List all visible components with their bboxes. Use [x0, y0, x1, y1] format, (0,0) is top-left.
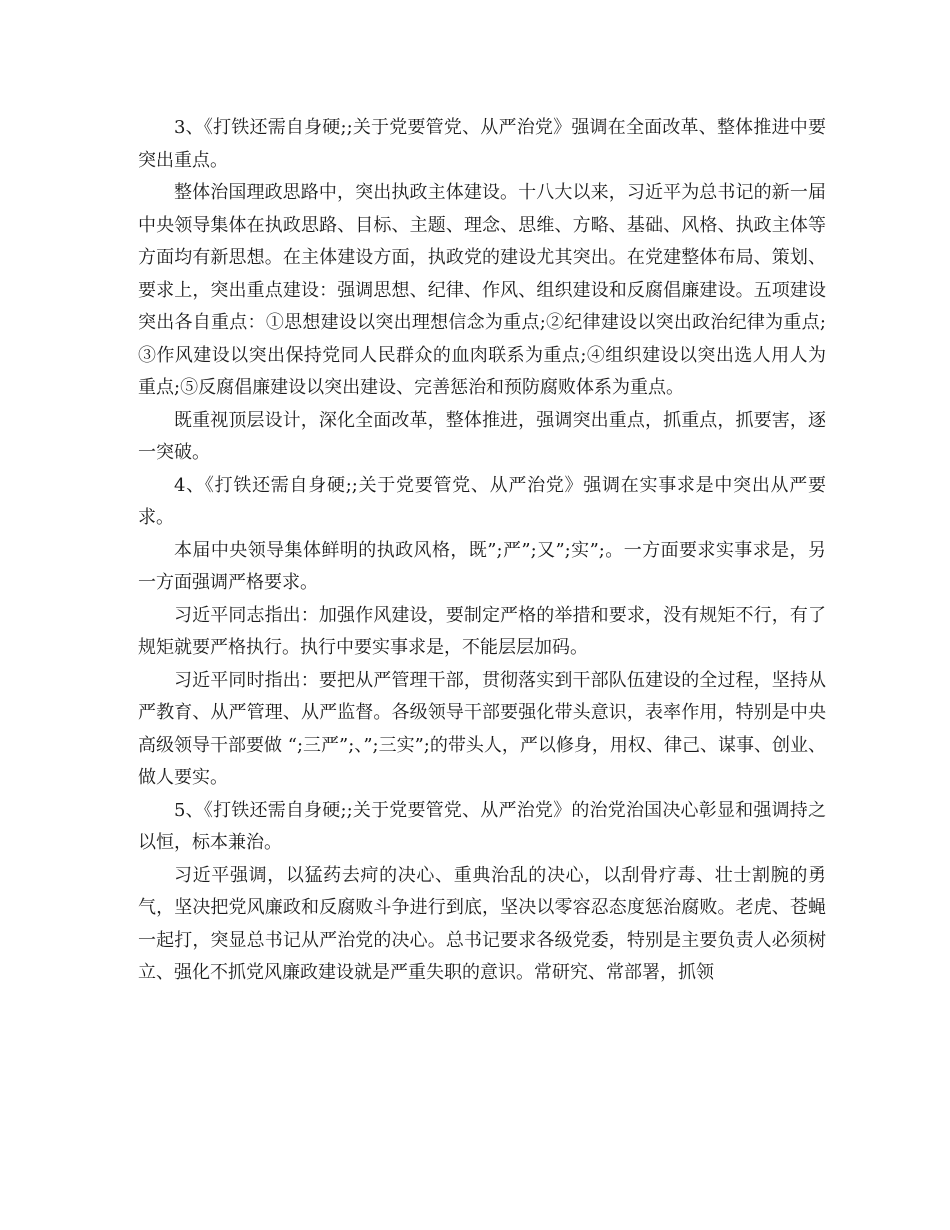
paragraph-top-level-design: 既重视顶层设计，深化全面改革，整体推进，强调突出重点，抓重点，抓要害，逐一突破。 [138, 409, 826, 463]
document-body [138, 112, 826, 990]
paragraph-governance-body: 整体治国理政思路中，突出执政主体建设。十八大以来，习近平为总书记的新一届中央领导集体在执政思路、目标、主题、理念、思维、方略、基础、风格、执政主体等方面均有新思想。在主体建设方面，执政党的建设尤其突出。在党建整体布局、策划、要求上，突出重点建设：强调思想、纪律、作风、组织建设和反腐倡廉建设。五项建设突出各自重点：①思想建设以突出理想信念为重点;②纪律建设以突出政治纪律为重点;③作风建设以突出保持党同人民群众的血肉联系为重点;④组织建设以突出选人用人为重点;⑤反腐倡廉建设以突出建设、完善惩治和预防腐败体系为重点。 [138, 182, 826, 398]
paragraph-governing-style: 本届中央领导集体鲜明的执政风格，既”;严”;又”;实”;。一方面要求实事求是，另一方面强调严格要求。 [138, 539, 826, 593]
paragraph-cadre-management: 习近平同时指出：要把从严管理干部，贯彻落实到干部队伍建设的全过程，坚持从严教育、从严管理、从严监督。各级领导干部要强化带头意识，表率作用，特别是中央高级领导干部要做 “;三严”;、”;三实”;的带头人，严以修身，用权、律己、谋事、创业、做人要实。 [138, 669, 826, 788]
paragraph-section-3-heading: 3、《打铁还需自身硬;;关于党要管党、从严治党》强调在全面改革、整体推进中要突出重点。 [138, 117, 826, 171]
paragraph-work-style: 习近平同志指出：加强作风建设，要制定严格的举措和要求，没有规矩不行，有了规矩就要严格执行。执行中要实事求是，不能层层加码。 [138, 604, 826, 658]
paragraph-anti-corruption: 习近平强调，以猛药去疴的决心、重典治乱的决心，以刮骨疗毒、壮士割腕的勇气，坚决把党风廉政和反腐败斗争进行到底，坚决以零容忍态度惩治腐败。老虎、苍蝇一起打，突显总书记从严治党的决心。总书记要求各级党委，特别是主要负责人必须树立、强化不抓党风廉政建设就是严重失职的意识。常研究、常部署，抓领 [138, 864, 826, 983]
paragraph-section-4-heading: 4、《打铁还需自身硬;;关于党要管党、从严治党》强调在实事求是中突出从严要求。 [138, 474, 826, 528]
paragraph-section-5-heading: 5、《打铁还需自身硬;;关于党要管党、从严治党》的治党治国决心彰显和强调持之以恒，标本兼治。 [138, 799, 826, 853]
